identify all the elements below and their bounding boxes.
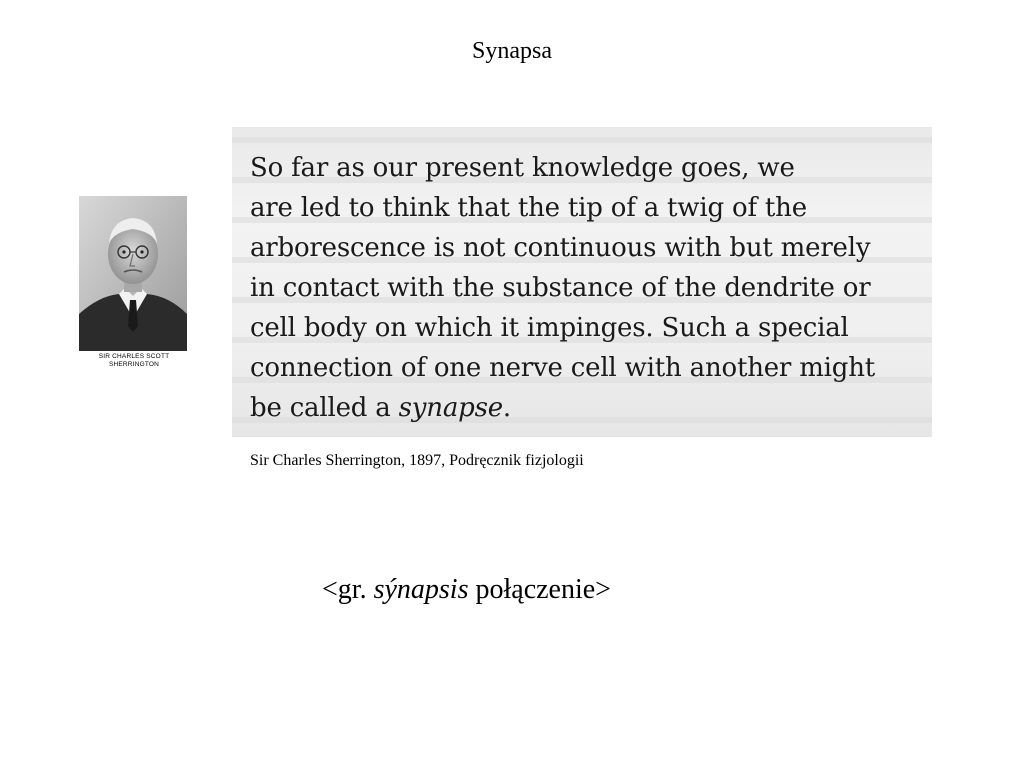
quote-last-line-suffix: . <box>502 393 511 423</box>
source-caption: Sir Charles Sherrington, 1897, Podręcznik fizjologii <box>250 452 584 469</box>
quote-line: in contact with the substance of the dendrite or <box>250 273 871 303</box>
etymology-suffix: połączenie> <box>468 574 611 605</box>
sherrington-quote <box>250 148 930 428</box>
slide-title: Synapsa <box>472 38 552 64</box>
etymology-term: sýnapsis <box>373 574 469 605</box>
quote-line: So far as our present knowledge goes, we <box>250 153 795 183</box>
portrait-caption-line2: SHERRINGTON <box>108 361 160 368</box>
quote-synapse-term: synapse <box>398 393 503 423</box>
quote-line: cell body on which it impinges. Such a special <box>250 313 849 343</box>
quote-line: are led to think that the tip of a twig of the <box>250 193 807 223</box>
etymology-prefix: <gr. <box>322 574 374 605</box>
portrait-caption-line1: SIR CHARLES SCOTT <box>98 353 170 360</box>
quote-last-line <box>250 388 930 428</box>
quote-last-line-prefix: be called a <box>250 393 399 423</box>
portrait-image <box>79 196 187 351</box>
quote-line: connection of one nerve cell with another might <box>250 353 876 383</box>
bleed-through-line <box>232 137 932 143</box>
quote-line: arborescence is not continuous with but merely <box>250 233 871 263</box>
sherrington-portrait <box>79 196 187 351</box>
portrait-caption <box>79 353 189 369</box>
etymology-note <box>322 574 611 606</box>
